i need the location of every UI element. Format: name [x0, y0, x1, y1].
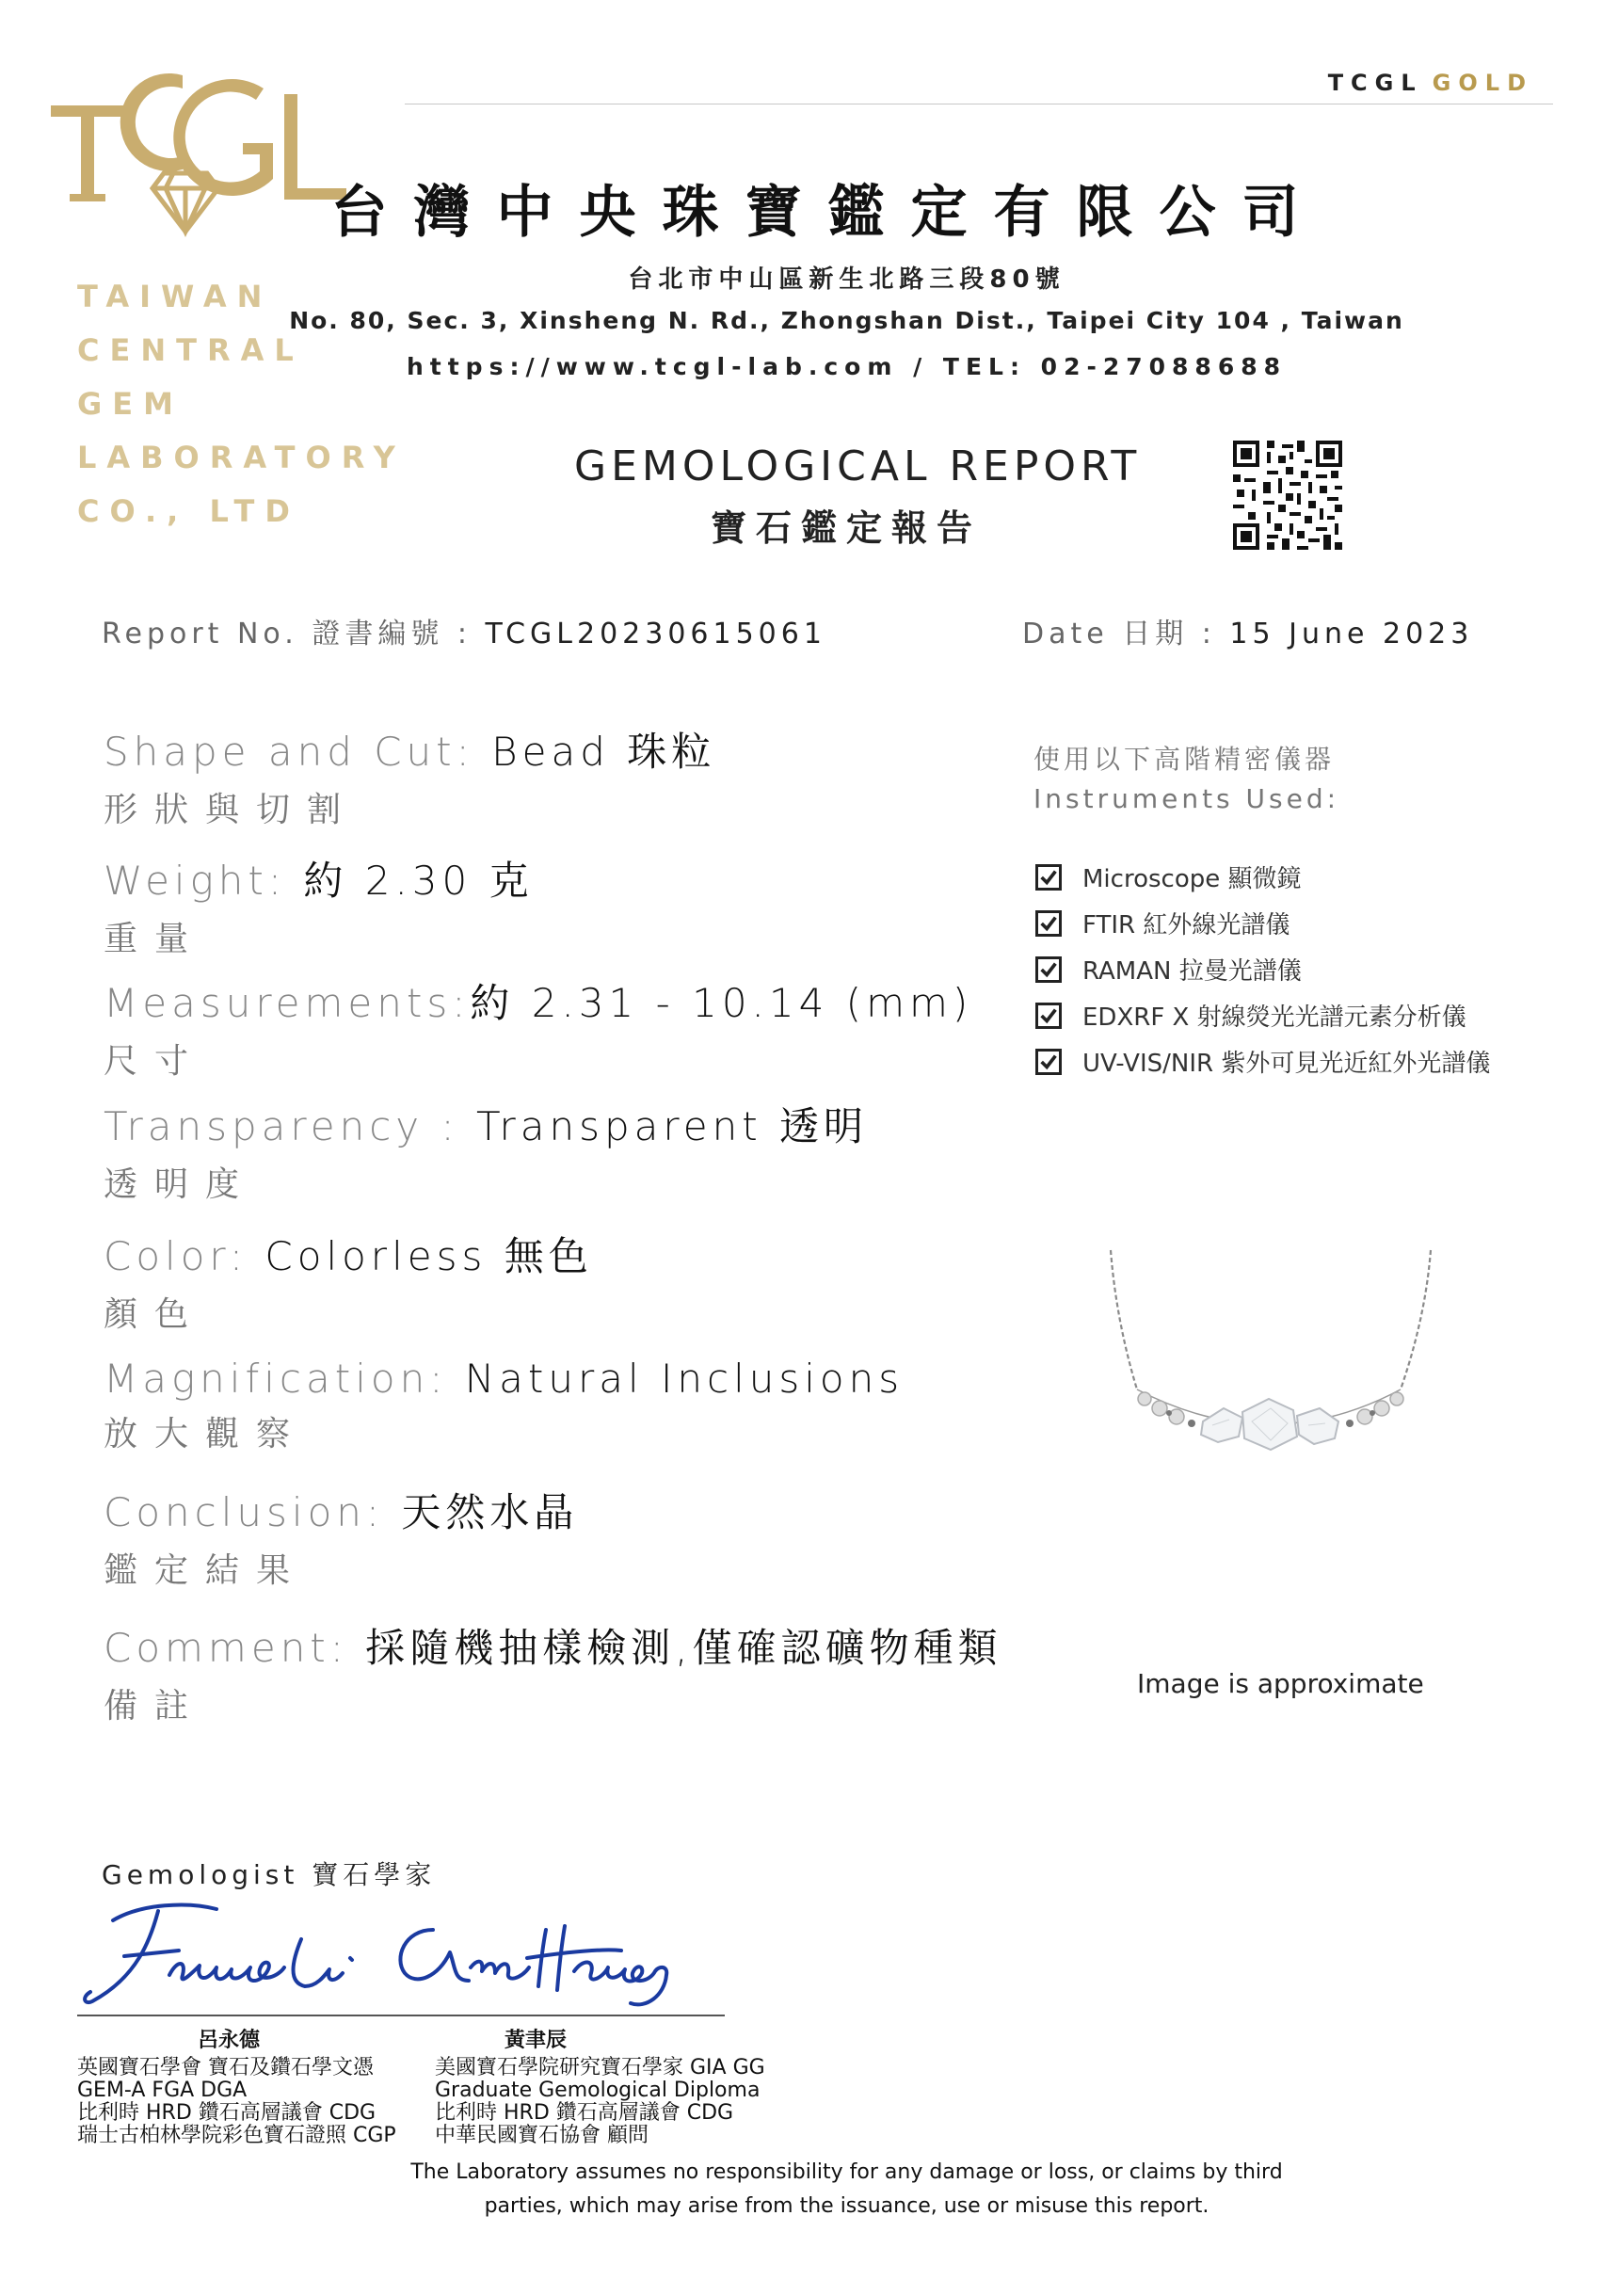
- necklace-image: [1082, 1224, 1459, 1534]
- field-shape-cut: [104, 721, 715, 831]
- contact-line: https://www.tcgl-lab.com / TEL: 02-27088688: [406, 353, 1288, 380]
- address-zh: 台北市中山區新生北路三段80號: [628, 265, 1065, 294]
- instruments-heading-zh: 使用以下高階精密儀器: [1033, 744, 1336, 775]
- gemologist-name-1: 呂永德: [198, 2029, 261, 2052]
- field-label: Weight:: [104, 858, 304, 904]
- field-comment: [104, 1617, 1002, 1727]
- field-value: 約 2.30 克: [303, 858, 534, 904]
- field-label-zh: 顏色: [104, 1295, 206, 1334]
- address-en: No. 80, Sec. 3, Xinsheng N. Rd., Zhongshan Dist., Taipei City 104 , Taiwan: [289, 307, 1404, 334]
- report-number-label: Report No. 證書編號 :: [102, 618, 486, 650]
- disclaimer-line-2: parties, which may arise from the issuance, use or misuse this report.: [484, 2194, 1209, 2218]
- brand-tag-accent: GOLD: [1432, 70, 1533, 96]
- instrument-item: [1035, 952, 1302, 987]
- field-label-zh: 鑑定結果: [104, 1551, 308, 1590]
- field-measurements: [104, 972, 972, 1083]
- field-label-zh: 放大觀察: [104, 1415, 308, 1453]
- report-date-label: Date 日期 :: [1022, 618, 1230, 650]
- field-value: Bead 珠粒: [491, 729, 716, 775]
- field-label: Magnification:: [104, 1356, 465, 1402]
- field-value: 天然水晶: [401, 1489, 579, 1535]
- field-value: Colorless 無色: [264, 1233, 593, 1279]
- logo-line-3: GEM: [77, 386, 184, 422]
- field-value: 約 2.31 - 10.14 (mm): [470, 980, 973, 1026]
- field-transparency: [104, 1096, 868, 1206]
- report-title-en: GEMOLOGICAL REPORT: [574, 442, 1142, 490]
- field-color: [104, 1226, 593, 1336]
- field-label-zh: 透明度: [104, 1165, 257, 1204]
- logo-line-4: LABORATORY: [77, 440, 406, 475]
- field-label: Shape and Cut:: [104, 729, 492, 775]
- logo-line-2: CENTRAL: [77, 332, 304, 368]
- credential-line: 比利時 HRD 鑽石高層議會 CDG: [77, 2101, 376, 2125]
- qr-code-icon: [1233, 441, 1342, 550]
- credential-line: 中華民國寶石協會 顧問: [435, 2124, 649, 2147]
- checkbox-checked-icon: [1035, 1003, 1062, 1029]
- credential-line: Graduate Gemological Diploma: [435, 2079, 761, 2102]
- signature-line: [77, 2015, 725, 2016]
- gemologist-name-2: 黃聿辰: [505, 2029, 568, 2052]
- report-date-value: 15 June 2023: [1229, 618, 1474, 650]
- gemologist-label: Gemologist 寶石學家: [102, 1859, 437, 1890]
- image-caption: Image is approximate: [1137, 1668, 1424, 1699]
- disclaimer: [0, 2156, 1618, 2224]
- instrument-label: UV-VIS/NIR 紫外可見光近紅外光譜儀: [1082, 1050, 1491, 1078]
- credential-line: 英國寶石學會 寶石及鑽石學文憑: [77, 2056, 374, 2079]
- field-label: Transparency :: [104, 1103, 476, 1149]
- instrument-label: Microscope 顯微鏡: [1082, 865, 1302, 893]
- credential-line: GEM-A FGA DGA: [77, 2079, 248, 2102]
- instrument-label: EDXRF X 射線熒光光譜元素分析儀: [1082, 1003, 1466, 1032]
- field-conclusion: [104, 1482, 578, 1592]
- company-name-zh: 台灣中央珠寶鑑定有限公司: [330, 180, 1325, 246]
- brand-tag: [1328, 70, 1533, 96]
- checkbox-checked-icon: [1035, 910, 1062, 937]
- instrument-item: [1035, 906, 1290, 940]
- gemologist-credentials-1: [77, 2057, 396, 2147]
- field-label: Measurements:: [104, 980, 471, 1026]
- field-value: Natural Inclusions: [464, 1356, 905, 1402]
- field-value: Transparent 透明: [476, 1103, 869, 1149]
- field-label: Conclusion:: [104, 1489, 402, 1535]
- field-label-zh: 備註: [104, 1687, 206, 1726]
- credential-line: 瑞士古柏林學院彩色寶石證照 CGP: [77, 2124, 396, 2147]
- field-value: 採隨機抽樣檢測,僅確認礦物種類: [365, 1625, 1002, 1671]
- credential-line: 比利時 HRD 鑽石高層議會 CDG: [435, 2101, 734, 2125]
- field-magnification: [104, 1356, 904, 1455]
- instrument-label: FTIR 紅外線光譜儀: [1082, 911, 1290, 939]
- field-label: Comment:: [104, 1625, 366, 1671]
- logo-line-5: CO., LTD: [77, 493, 300, 529]
- checkbox-checked-icon: [1035, 956, 1062, 983]
- report-date: [1022, 610, 1473, 651]
- field-label-zh: 尺寸: [104, 1042, 206, 1081]
- checkbox-checked-icon: [1035, 1049, 1062, 1075]
- report-number-value: TCGL20230615061: [485, 618, 826, 650]
- instrument-item: [1035, 998, 1466, 1033]
- gemologist-credentials-2: [435, 2057, 765, 2147]
- field-label-zh: 重量: [104, 920, 206, 958]
- brand-tag-main: TCGL: [1327, 70, 1423, 96]
- checkbox-checked-icon: [1035, 864, 1062, 891]
- report-number: [102, 610, 826, 651]
- field-weight: [104, 850, 534, 960]
- field-label: Color:: [104, 1233, 265, 1279]
- instruments-heading: [1033, 740, 1339, 819]
- report-title-zh: 寶石鑑定報告: [711, 507, 983, 549]
- instruments-heading-en: Instruments Used:: [1033, 783, 1340, 814]
- instrument-item: [1035, 1044, 1490, 1079]
- disclaimer-line-1: The Laboratory assumes no responsibility for any damage or loss, or claims by third: [410, 2160, 1283, 2184]
- instrument-item: [1035, 859, 1302, 894]
- credential-line: 美國寶石學院研究寶石學家 GIA GG: [435, 2056, 765, 2079]
- gemologist-signatures: [75, 1892, 753, 2015]
- logo-line-1: TAIWAN: [77, 279, 273, 314]
- instrument-label: RAMAN 拉曼光譜儀: [1082, 957, 1302, 986]
- field-label-zh: 形狀與切割: [104, 791, 359, 829]
